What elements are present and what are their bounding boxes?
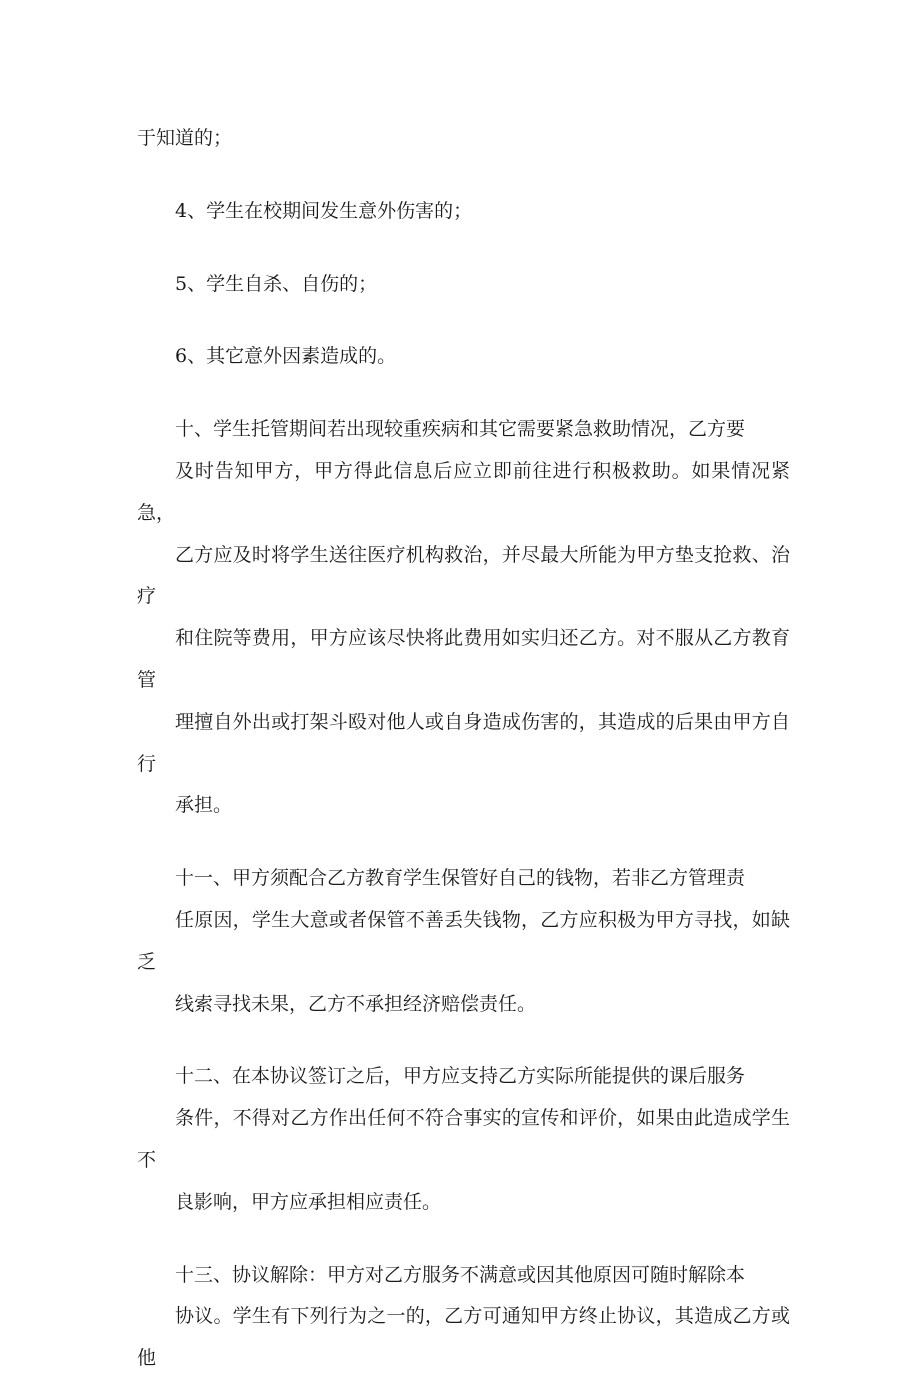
text-line: 6、其它意外因素造成的。 <box>175 345 397 368</box>
clause-10-paragraph <box>137 409 790 827</box>
text-line: 十二、在本协议签订之后，甲方应支持乙方实际所能提供的课后服务 <box>175 1065 746 1088</box>
text-line: 于知道的； <box>137 127 233 149</box>
text-line: 5、学生自杀、自伤的； <box>175 272 378 295</box>
list-item-5 <box>137 264 790 306</box>
text-line: 协议。学生有下列行为之一的，乙方可通知甲方终止协议，其造成乙方或他 <box>137 1305 790 1370</box>
text-line: 十三、协议解除：甲方对乙方服务不满意或因其他原因可随时解除本 <box>175 1263 746 1286</box>
text-line: 十、学生托管期间若出现较重疾病和其它需要紧急救助情况，乙方要 <box>175 418 746 441</box>
text-line: 及时告知甲方，甲方得此信息后应立即前往进行积极救助。如果情况紧急， <box>137 459 790 524</box>
text-line: 理擅自外出或打架斗殴对他人或自身造成伤害的，其造成的后果由甲方自行 <box>137 710 790 775</box>
clause-13-paragraph <box>137 1255 790 1380</box>
text-line: 4、学生在校期间发生意外伤害的； <box>175 199 473 222</box>
clause-12-paragraph <box>137 1056 790 1223</box>
list-item-4 <box>137 191 790 233</box>
text-line: 和住院等费用，甲方应该尽快将此费用如实归还乙方。对不服从乙方教育管 <box>137 627 790 691</box>
clause-11-paragraph <box>137 858 790 1025</box>
text-line: 条件，不得对乙方作出任何不符合事实的宣传和评价，如果由此造成学生不 <box>137 1107 790 1171</box>
text-line: 线索寻找未果，乙方不承担经济赔偿责任。 <box>175 992 537 1015</box>
text-line: 十一、甲方须配合乙方教育学生保管好自己的钱物，若非乙方管理责 <box>175 867 746 890</box>
text-line: 乙方应及时将学生送往医疗机构救治，并尽最大所能为甲方垫支抢救、治疗 <box>137 543 790 608</box>
text-line: 良影响，甲方应承担相应责任。 <box>175 1190 442 1213</box>
list-item-6 <box>137 336 790 378</box>
continuation-text <box>137 118 790 160</box>
text-line: 任原因，学生大意或者保管不善丢失钱物，乙方应积极为甲方寻找，如缺乏 <box>137 908 790 973</box>
text-line: 承担。 <box>175 794 233 817</box>
